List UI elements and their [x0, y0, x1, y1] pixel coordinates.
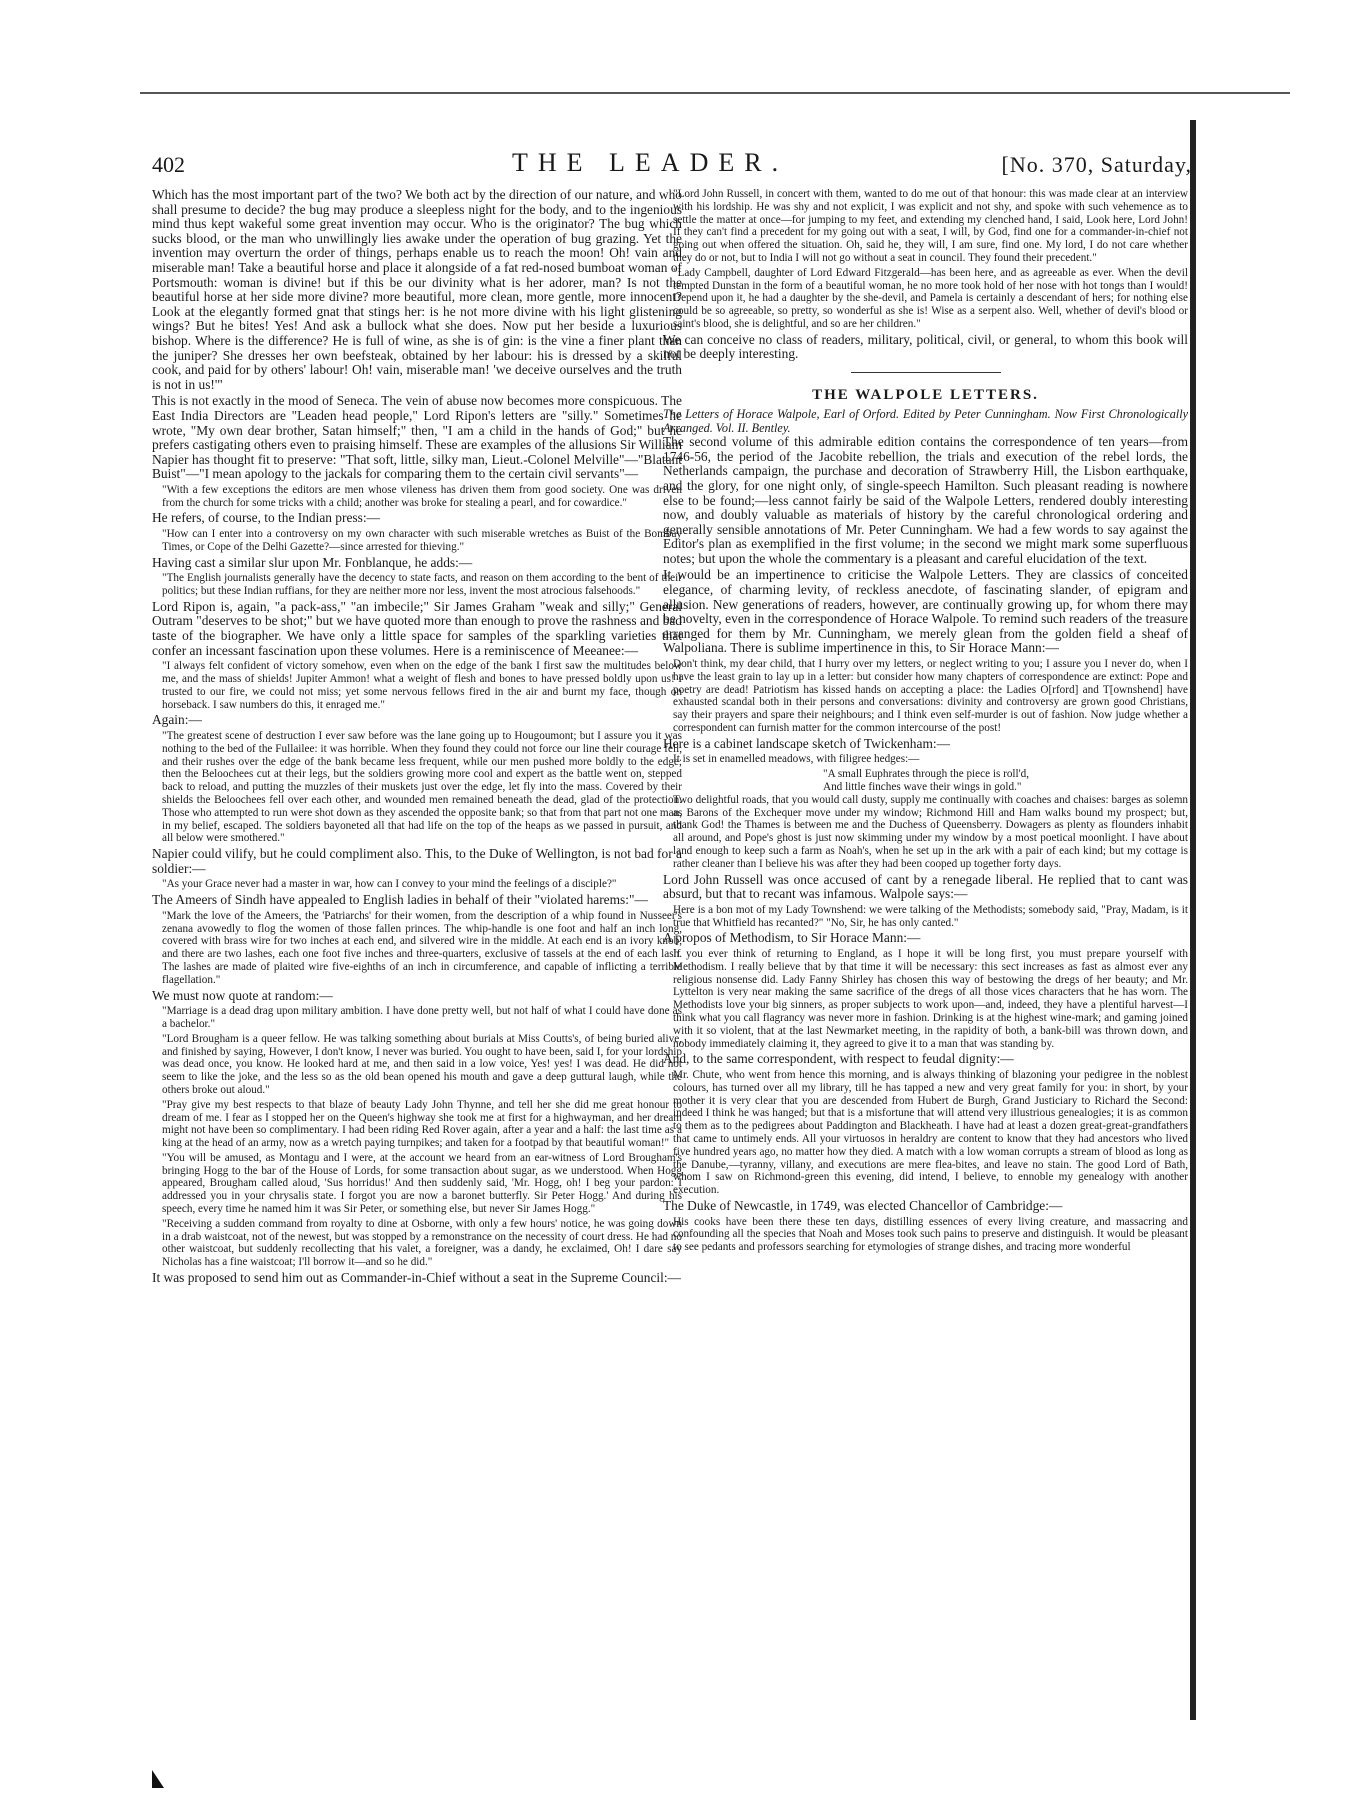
- quotation: Mr. Chute, who went from hence this morning, and is always thinking of blazoning your pedigree in the noblest colours, has turned over all my library, till he has tapped a new and very great family for you: in short, by your mother it is very clear that you are descended from Hubert de Burgh, Grand Justiciary to Richard the Second: indeed I think he was hanged; but that is a misfortune that will attend very illustrious genealogies; it is as common to them as to the pedigrees about Paddington and Blackheath. I have had at least a dozen great-great-grandfathers that came to untimely ends. All your virtuosos in heraldry are content to know that they had ancestors who lived five hundred years ago, no matter how they died. A match with a low woman corrupts a stream of blood as long as the Danube,—tyranny, villany, and executions are mere flea-bites, and leave no stain. The good Lord of Bath, whom I saw on Richmond-green this evening, did intend, I believe, to ennoble my genealogy with another execution.: [673, 1068, 1188, 1197]
- issue-label: [No. 370, Saturday,: [1001, 152, 1192, 177]
- section-rule: [851, 372, 1001, 373]
- binding-edge: [1190, 120, 1196, 1720]
- paragraph: This is not exactly in the mood of Seneca. The vein of abuse now becomes more conspicuous. The East India Directors are "Leaden head people," Lord Ripon's letters are "silly." Sometimes he wrote, "My own dear brother, Satan himself;" then, "I am a child in the hands of God;" but he prefers castigating others even to praising himself. These are examples of the allusions Sir William Napier has thought fit to preserve: "That soft, little, silky man, Lieut.-Colonel Melville"—"Blatant Buist"—"I mean apology to the jackals for comparing them to the certain civil servants"—: [152, 393, 682, 482]
- quotation: It is set in enamelled meadows, with filigree hedges:—: [673, 753, 920, 766]
- quotation: "Pray give my best respects to that blaze of beauty Lady John Thynne, and tell her she did me great honour to dream of me. I fear as I stopped her on the Queen's highway she took me at first for a highwayman, and her dream might not have been so complimentary. I had been riding Red Rover again, after a year and a half: the last time as a king at the head of an army, now as a wretch paying turnpikes; and taken for a footpad by that beautiful woman!": [162, 1098, 682, 1150]
- quotation: "Lady Campbell, daughter of Lord Edward Fitzgerald—has been here, and as agreeable as ever. When the devil tempted Dunstan in the form of a beautiful woman, he no more took hold of her nose with hot tongs than I would! Depend upon it, he had a daughter by the she-devil, and Pamela is certainly a descendant of hers; for nothing else could be so agreeable, so pretty, so wonderful as she is! Wise as a serpent also. Well, whether of devil's blood or saint's blood, she is delightful, and so are her children.": [673, 266, 1188, 330]
- newspaper-title: THE LEADER.: [512, 148, 789, 177]
- verse-line: And little finches wave their wings in gold.": [823, 781, 1022, 794]
- paragraph: Again:—: [152, 712, 202, 728]
- paragraph: We can conceive no class of readers, military, political, civil, or general, to whom this book will not be deeply interesting.: [663, 331, 1188, 362]
- paragraph: Which has the most important part of the two? We both act by the direction of our nature, and who shall presume to decide? the bug may produce a sleepless night for the body, and to the ingenious mind thus kept wakeful some great invention may occur. Who is the originator? The bug which sucks blood, or the man who unwillingly lies awake under the operation of bug grazing. Yet the invention may overturn the order of things, perhaps enable us to reach the moon! Oh! vain and miserable man! Take a beautiful horse and place it alongside of a fat red-nosed bumboat woman of Portsmouth: woman is divine! but if this be our divinity what is her adorer, man? Is not the beautiful horse at her side more divine? more beautiful, more clean, more gentle, more innocent? Look at the elegantly formed gnat that stings her: is he not more divine with his light glistening wings? But he bites! Yes! And ask a bullock what she does. Now put her beside a luxurious bishop. Where is the difference? He is full of wine, as she is of gin: is the vine a finer plant than the juniper? She dresses her own beefsteak, obtained by her labour: his is dressed by a skilful cook, and paid for by others' labour! Oh! vain, miserable man! 'we deceive ourselves and the truth is not in us!'": [152, 188, 682, 392]
- paragraph: We must now quote at random:—: [152, 987, 333, 1003]
- book-citation: The Letters of Horace Walpole, Earl of Orford. Edited by Peter Cunningham. Now First Chronologically Arranged. Vol. II. Bentley.: [663, 406, 1188, 435]
- paragraph: He refers, of course, to the Indian press:—: [152, 510, 380, 526]
- quotation: "Mark the love of the Ameers, the 'Patriarchs' for their women, from the description of a whip found in Nusseer's zenana avowedly to flog the women of those fallen princes. The whip-handle is one foot and half an inch long, covered with brass wire for two inches at each end, and silvered wire in the middle. At each end is an ivory knob, and there are two lashes, each one foot five inches and three-quarters, exclusive of tassels at the end of each lash. The lashes are made of plaited wire five-eighths of an inch in circumference, and capable of inflicting a terrible flagellation.": [162, 909, 682, 986]
- quotation: "Lord John Russell, in concert with them, wanted to do me out of that honour: this was made clear at an interview with his lordship. He was shy and not explicit, I was explicit and not shy, and spoke with such vehemence as to settle the matter at once—for jumping to my feet, and extending my clenched hand, I said, Look here, Lord John! If they can't find a precedent for my going out with a seat, I will, by God, find one for a commander-in-chief not going out when offered the situation. Oh, said he, they will, I am sure, find one. My lord, I do not care whether they do or not, but to India I will not go without a seat in council. They found their precedent.": [673, 188, 1188, 264]
- quotation: "How can I enter into a controversy on my own character with such miserable wretches as Buist of the Bombay Times, or Cope of the Delhi Gazette?—since arrested for thieving.": [162, 528, 682, 553]
- paragraph: It would be an impertinence to criticise the Walpole Letters. They are classics of conceited elegance, of charming levity, of reckless anecdote, of fascinating slander, of epigram and allusion. New generations of readers, however, are continually growing up, for whom there may be novelty, even in the correspondence of Horace Walpole. To remind such readers of the treasure arranged for them by Mr. Cunningham, we merely glean from the golden field a sheaf of Walpoliana. There is sublime impertinence in this, to Sir Horace Mann:—: [663, 567, 1188, 656]
- quotation: Don't think, my dear child, that I hurry over my letters, or neglect writing to you; I assure you I never do, when I have the least grain to lay up in a letter: but consider how many chapters of correspondence are extinct: Pope and poetry are dead! Patriotism has kissed hands on accepting a place: the Ladies O[rford] and T[ownshend] have exhausted scandal both in their persons and conversations: divinity and controversy are grown good Christians, say their prayers and spare their neighbours; and I think even self-murder is out of fashion. Now judge whether a correspondent can furnish matter for the common intercourse of the post!: [673, 658, 1188, 735]
- quotation: "As your Grace never had a master in war, how can I convey to your mind the feelings of a disciple?": [162, 878, 617, 891]
- corner-mark: [152, 1770, 164, 1788]
- paragraph: The Duke of Newcastle, in 1749, was elected Chancellor of Cambridge:—: [663, 1197, 1063, 1213]
- left-column: [152, 188, 682, 1708]
- verse-line: "A small Euphrates through the piece is roll'd,: [823, 768, 1030, 781]
- page-number: 402: [152, 152, 185, 177]
- quotation: "I always felt confident of victory somehow, even when on the edge of the bank I first saw the multitudes below me, and the mass of shields! Jupiter Ammon! what a weight of flesh and bones to have pressed boldly upon us! I trusted to our fire, we could not miss; yet some nervous fellows fired in the air and burnt my face, though on horseback. I saw numbers do this, it enraged me.": [162, 660, 682, 711]
- quotation: If you ever think of returning to England, as I hope it will be long first, you must prepare yourself with Methodism. I really believe that by that time it will be necessary: this sect increases as fast as almost ever any religious nonsense did. Lady Fanny Shirley has chosen this way of bestowing the dregs of her beauty; and Mr. Lyttelton is very near making the same sacrifice of the dregs of all those vices characters that he has worn. The Methodists love your big sinners, as proper subjects to work upon—and, indeed, they have a plentiful harvest—I think what you call flagrancy was never more in fashion. Drinking is at the highest wine-mark; and gaming joined with it so violent, that at the last Newmarket meeting, in the rapidity of both, a bank-bill was thrown down, and nobody immediately claiming it, they agreed to give it to a man that was standing by.: [673, 947, 1188, 1050]
- right-column: [663, 188, 1188, 1708]
- paragraph: And, to the same correspondent, with respect to feudal dignity:—: [663, 1051, 1014, 1067]
- quotation: His cooks have been there these ten days, distilling essences of every living creature, and massacring and confounding all the species that Noah and Moses took such pains to preserve and distinguish. It would be pleasant to see pedants and professors searching for etymologies of strange dishes, and tracing more wonderful: [673, 1215, 1188, 1254]
- top-rule: [140, 92, 1290, 94]
- paragraph: Lord Ripon is, again, "a pack-ass," "an imbecile;" Sir James Graham "weak and silly;" General Outram "deserves to be shot;" but we have quoted more than enough to prove the rashness and bad taste of the biographer. We have only a little space for samples of the sparkling varieties that confer an incessant fascination upon these volumes. Here is a reminiscence of Meeanee:—: [152, 598, 682, 658]
- masthead: [152, 148, 1192, 184]
- quotation: "With a few exceptions the editors are men whose vileness has driven them from good society. One was driven from the church for some tricks with a child; another was broke for stealing a pearl, and for cowardice.": [162, 483, 682, 509]
- paragraph: Having cast a similar slur upon Mr. Fonblanque, he adds:—: [152, 554, 473, 570]
- quotation: Here is a bon mot of my Lady Townshend: we were talking of the Methodists; somebody said, "Pray, Madam, is it true that Whitfield has recanted?" "No, Sir, he has only canted.": [673, 903, 1188, 929]
- paragraph: The second volume of this admirable edition contains the correspondence of ten years—from 1746-56, the period of the Jacobite rebellion, the trials and execution of the rebel lords, the Netherlands campaign, the purchase and decoration of Strawberry Hill, the Lisbon earthquake, and the glory, for one night only, of single-speech Hamilton. Such pleasant reading is nowhere else to be found;—less cannot fairly be said of the Walpole Letters, rendered doubly interesting now, and doubly valuable as materials of history by the careful chronological ordering and generally sensible annotations of Mr. Peter Cunningham. We had a few words to say against the Editor's plan as exemplified in the first volume; in the second we might mark some superfluous notes; but upon the whole the commentary is a pleasant and careful elucidation of the text.: [663, 434, 1188, 566]
- paragraph: A propos of Methodism, to Sir Horace Mann:—: [663, 930, 921, 946]
- paragraph: Here is a cabinet landscape sketch of Twickenham:—: [663, 735, 950, 751]
- quotation: "Lord Brougham is a queer fellow. He was talking something about burials at Miss Coutts's, of being buried alive, and finished by saying, However, I don't know, I never was buried. You ought to have been, said I, for your lordship was dead once, you know. He looked hard at me, and then said in a low voice, Yes! yes! I was dead. He did not seem to like the joke, and the less so as the old bean opened his mouth and gave a deep guttural laugh, while the others broke out aloud.": [162, 1032, 682, 1096]
- quotation: "The greatest scene of destruction I ever saw before was the lane going up to Hougoumont; but I assure you it was nothing to the bed of the Fullailee: it was horrible. When they found they could not force our line their courage fell, and their rushes over the edge of the bank became less frequent, while our men pushed more boldly to the edge; then the Beloochees cut at their legs, but the soldiers growing more cool and expert as the battle went on, stepped back to reload, and putting the muzzles of their muskets just over the edge, let fly into the mass. Covered by their shields the Beloochees fell over each other, and wounded men remained beneath the dead, glad of the protection. Those who attempted to run were shot down as they ascended the opposite bank; so that from that part not one man, in my belief, escaped. The soldiers bayoneted all that had life on the top of the heaps as we passed in pursuit, and all below were smothered.": [162, 730, 682, 845]
- quotation: Two delightful roads, that you would call dusty, supply me continually with coaches and chaises: barges as solemn as Barons of the Exchequer move under my window; Richmond Hill and Ham walks bound my prospect; but, thank God! the Thames is between me and the Duchess of Queensberry. Dowagers as plenty as flounders inhabit all around, and Pope's ghost is just now skimming under my window by a most poetical moonlight. I have about land enough to keep such a farm as Noah's, when he set up in the ark with a pair of each kind; but my cottage is rather cleaner than I believe his was after they had been cooped up together forty days.: [673, 793, 1188, 870]
- quotation: "Marriage is a dead drag upon military ambition. I have done pretty well, but not half of what I could have done as a bachelor.": [162, 1005, 682, 1030]
- paragraph: The Ameers of Sindh have appealed to English ladies in behalf of their "violated harems:"—: [152, 892, 648, 908]
- quotation: "Receiving a sudden command from royalty to dine at Osborne, with only a few hours' notice, he was going down in a drab waistcoat, not of the newest, but was stopped by a remonstrance on the necessity of court dress. He had no other waistcoat, but suddenly recollecting that his valet, a foreigner, was a dandy, he exclaimed, Oh! I dare say Nicholas has a fine waistcoat; I'll borrow it—and so he did.": [162, 1217, 682, 1269]
- paragraph: Lord John Russell was once accused of cant by a renegade liberal. He replied that to cant was absurd, but that to recant was infamous. Walpole says:—: [663, 871, 1188, 902]
- quotation: "You will be amused, as Montagu and I were, at the account we heard from an ear-witness of Lord Brougham's bringing Hogg to the bar of the House of Lords, for some transaction about sugar, as we understood. When Hogg appeared, Brougham called aloud, 'Sus horridus!' And then suddenly said, 'Mr. Hogg, oh! I beg your pardon: I addressed you in your chrysalis state. I forgot you are now a baronet butterfly. Sir Peter Hogg.' And during his speech, every time he named him it was Sir Peter, or something else, but never Sir James Hogg.": [162, 1151, 682, 1216]
- section-heading: THE WALPOLE LETTERS.: [812, 386, 1039, 403]
- paragraph: Napier could vilify, but he could compliment also. This, to the Duke of Wellington, is not bad for a soldier:—: [152, 846, 682, 876]
- quotation: "The English journalists generally have the decency to state facts, and reason on them according to the bent of their politics; but these Indian ruffians, for they are neither more nor less, invent the most atrocious falsehoods.": [162, 572, 682, 598]
- paragraph: It was proposed to send him out as Commander-in-Chief without a seat in the Supreme Council:—: [152, 1270, 681, 1286]
